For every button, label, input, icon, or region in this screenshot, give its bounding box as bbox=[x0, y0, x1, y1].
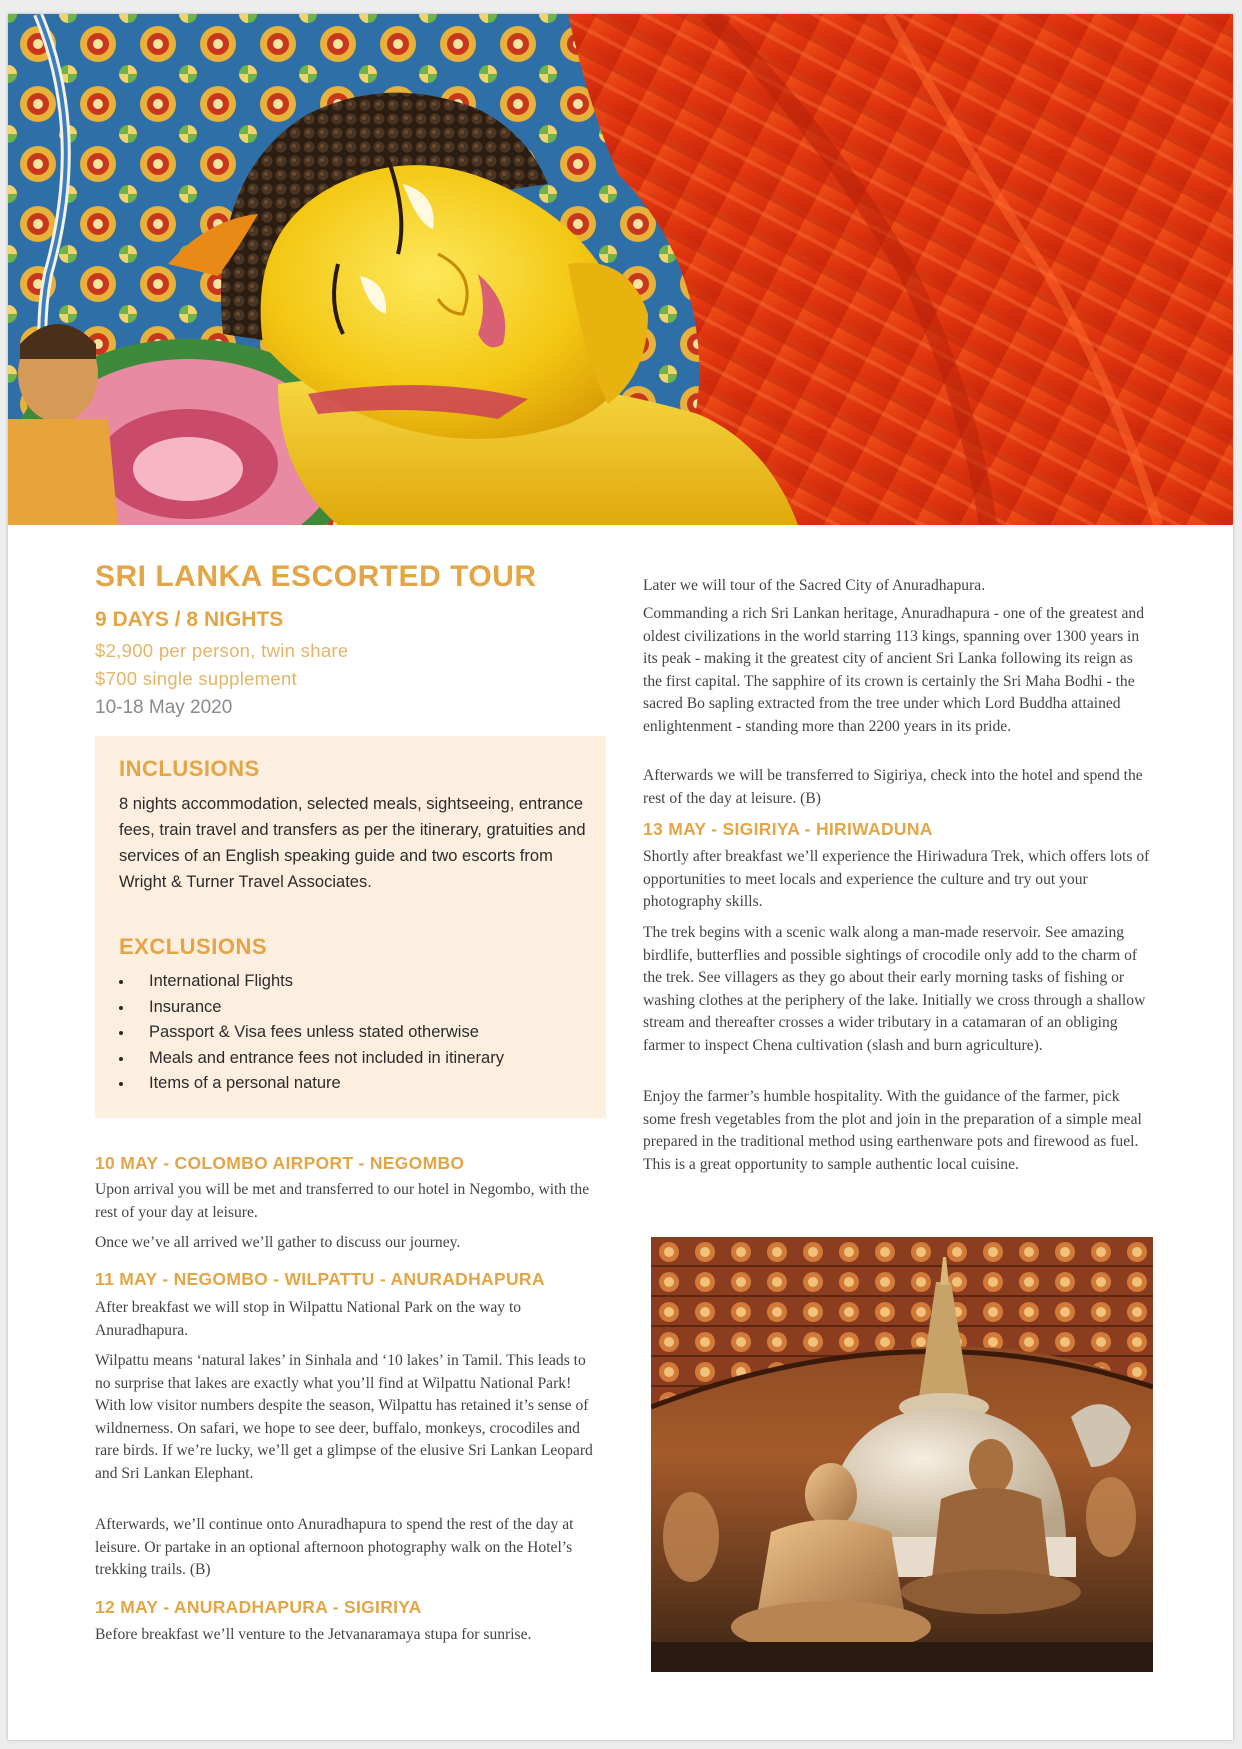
exclusion-item bbox=[119, 995, 589, 1021]
day12-paragraph: Later we will tour of the Sacred City of Anuradhapura. bbox=[643, 577, 986, 594]
cave-temple-photo bbox=[651, 1237, 1153, 1672]
tour-price: $2,900 per person, twin share bbox=[95, 640, 349, 661]
tour-dates: 10-18 May 2020 bbox=[95, 697, 233, 718]
hero-image-reclining-buddha bbox=[8, 14, 1233, 525]
day12-paragraph: Commanding a rich Sri Lankan heritage, Anuradhapura - one of the greatest and oldest civilizations in the world starring 113 kings, spanning over 1300 years in its peak - making it the greatest city of ancient Sri Lanka following its reign as the first capital. The sapphire of its crown is certainly the Sri Maha Bodhi - the sacred Bo sapling extracted from the tree under which Lord Buddha attained enlightenment - standing more than 2200 years in its pride. bbox=[643, 605, 1144, 735]
day10-paragraph: Once we’ve all arrived we’ll gather to discuss our journey. bbox=[95, 1234, 461, 1251]
tour-duration: 9 DAYS / 8 NIGHTS bbox=[95, 608, 284, 631]
exclusions-heading: EXCLUSIONS bbox=[119, 934, 268, 959]
bullet-icon bbox=[119, 1082, 123, 1086]
day12-heading: 12 MAY - ANURADHAPURA - SIGIRIYA bbox=[95, 1597, 422, 1617]
tour-title: SRI LANKA ESCORTED TOUR bbox=[95, 560, 537, 593]
exclusion-text: Passport & Visa fees unless stated otherwise bbox=[149, 1023, 479, 1041]
bullet-icon bbox=[119, 1031, 123, 1035]
bullet-icon bbox=[119, 980, 123, 984]
single-supplement: $700 single supplement bbox=[95, 668, 298, 689]
exclusion-item bbox=[119, 1071, 589, 1097]
day10-heading: 10 MAY - COLOMBO AIRPORT - NEGOMBO bbox=[95, 1153, 465, 1173]
bullet-icon bbox=[119, 1057, 123, 1061]
day11-heading: 11 MAY - NEGOMBO - WILPATTU - ANURADHAPURA bbox=[95, 1269, 545, 1289]
exclusion-item bbox=[119, 1046, 589, 1072]
day13-heading: 13 MAY - SIGIRIYA - HIRIWADUNA bbox=[643, 819, 933, 839]
exclusion-text: Meals and entrance fees not included in itinerary bbox=[149, 1048, 504, 1067]
day13-paragraph: Shortly after breakfast we’ll experience the Hiriwadura Trek, which offers lots of opportunities to meet locals and experience the culture and try out your photography skills. bbox=[643, 848, 1150, 910]
exclusion-item bbox=[119, 969, 589, 995]
day13-paragraph: The trek begins with a scenic walk along a man-made reservoir. See amazing birdlife, butterflies and possible sightings of crocodile only add to the charm of the trek. See villagers as they go about their early morning tasks of fishing or washing clothes at the periphery of the lake. Initially we cross through a shallow stream and thereafter crosses a wider tributary in a catamaran of an obliging farmer to inspect Chena cultivation (slash and burn agriculture). bbox=[643, 924, 1146, 1054]
exclusion-text: Items of a personal nature bbox=[149, 1074, 341, 1092]
brochure-page bbox=[8, 14, 1233, 1740]
day11-paragraph: Wilpattu means ‘natural lakes’ in Sinhala and ‘10 lakes’ in Tamil. This leads to no surprise that lakes are exactly what you’ll find at Wilpattu National Park! With low visitor numbers despite the season, Wilpattu has retained it’s sense of wildnerness. On safari, we hope to see deer, buffalo, monkeys, crocodiles and rare birds. If we’re lucky, we’ll get a glimpse of the elusive Sri Lankan Leopard and Sri Lankan Elephant. bbox=[95, 1352, 593, 1482]
inclusions-text: 8 nights accommodation, selected meals, sightseeing, entrance fees, train travel and transfers as per the itinerary, gratuities and services of an English speaking guide and two escorts from Wright & Turner Travel Associates. bbox=[119, 795, 586, 891]
reclining-buddha-illustration bbox=[8, 14, 1233, 525]
day13-paragraph: Enjoy the farmer’s humble hospitality. With the guidance of the farmer, pick some fresh vegetables from the plot and join in the preparation of a simple meal prepared in the traditional method using earthenware pots and firewood as fuel. This is a great opportunity to sample authentic local cuisine. bbox=[643, 1088, 1142, 1173]
inclusions-heading: INCLUSIONS bbox=[119, 756, 260, 781]
cave-temple-illustration bbox=[651, 1237, 1153, 1672]
day12-paragraph: Afterwards we will be transferred to Sigiriya, check into the hotel and spend the rest of the day at leisure. (B) bbox=[643, 767, 1143, 807]
day11-paragraph: Afterwards, we’ll continue onto Anuradhapura to spend the rest of the day at leisure. Or partake in an optional afternoon photography walk on the Hotel’s trekking trails. (B) bbox=[95, 1516, 574, 1578]
exclusion-item bbox=[119, 1020, 589, 1046]
inclusions-exclusions-box bbox=[95, 736, 606, 1118]
day12-paragraph: Before breakfast we’ll venture to the Jetvanaramaya stupa for sunrise. bbox=[95, 1626, 532, 1643]
exclusion-text: Insurance bbox=[149, 997, 222, 1016]
exclusions-list bbox=[119, 969, 589, 1097]
exclusion-text: International Flights bbox=[149, 972, 293, 990]
day11-paragraph: After breakfast we will stop in Wilpattu National Park on the way to Anuradhapura. bbox=[95, 1299, 522, 1339]
bullet-icon bbox=[119, 1006, 123, 1010]
day10-paragraph: Upon arrival you will be met and transferred to our hotel in Negombo, with the rest of your day at leisure. bbox=[95, 1181, 590, 1221]
